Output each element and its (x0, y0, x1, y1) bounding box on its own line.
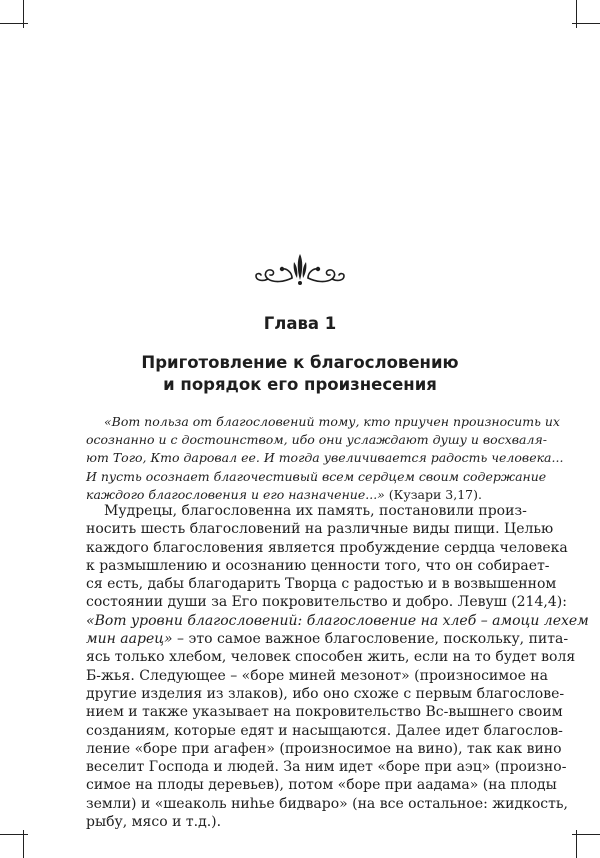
epigraph-line: «Вот польза от благословений тому, кто приучен произносить их (104, 414, 560, 429)
body-line: нием и также указывает на покровительство Вс-вышнего своим (86, 704, 563, 721)
epigraph-line: ют Того, Кто даровал ее. И тогда увеличивается радость человека... (86, 450, 564, 466)
epigraph-quote-end: каждого благословения и его назначение...» (86, 486, 385, 502)
body-line: Мудрецы, благословенна их память, постановили произ- (104, 503, 527, 519)
chapter-title-line-1: Приготовление к благословению (141, 353, 459, 372)
body-text (86, 502, 589, 831)
body-line: к размышлению и осознанию ценности того, что он собирает- (86, 557, 550, 574)
body-line: симое на плоды деревьев), потом «боре при аадама» (на плоды (86, 777, 557, 794)
crop-mark-bottom-left-h (0, 834, 28, 835)
body-line (86, 612, 589, 630)
crop-mark-top-left-h (0, 23, 28, 24)
body-line: состоянии души за Его покровительство и добро. Левуш (214,4): (86, 594, 567, 611)
body-line: ление «боре при агафен» (произносимое на вино), так как вино (86, 740, 562, 757)
chapter-title (0, 352, 600, 396)
body-quote-italic: «Вот уровни благословений: благословение на хлеб – амоци лехем (86, 612, 589, 629)
body-quote-italic-end: мин аарец» (86, 631, 173, 648)
epigraph-line: И пусть осознает благочестивый всем сердцем своим содержание (86, 468, 547, 484)
body-line: рыбу, мясо и т.д.). (86, 814, 222, 831)
body-line: Б-жья. Следующее – «боре миней мезонот» (произносимое на (86, 667, 548, 684)
body-line: другие изделия из злаков), ибо оно схоже с первым благослове- (86, 685, 565, 702)
body-line: носить шесть благословений на различные виды пищи. Целью (86, 521, 554, 538)
flourish-ornament-icon (252, 252, 348, 288)
epigraph-source: (Кузари 3,17). (384, 486, 482, 502)
epigraph-line: осознанно и с достоинством, ибо они услаждают душу и восхваля- (86, 432, 547, 448)
body-line: созданиям, которые едят и насыщаются. Далее идет благослов- (86, 722, 563, 739)
chapter-title-line-2: и порядок его произнесения (163, 375, 437, 394)
body-line: ясь только хлебом, человек способен жить, если на то будет воля (86, 649, 576, 666)
body-line: ся есть, дабы благодарить Творца с радостью и в возвышенном (86, 576, 557, 593)
body-line: земли) и «шеаколь ниһье бидваро» (на все остальное: жидкость, (86, 795, 568, 812)
epigraph (86, 413, 564, 504)
body-line-continuation: – это самое важное благословение, поскольку, пита- (172, 631, 569, 648)
body-line: каждого благословения является пробуждение сердца человека (86, 539, 568, 556)
body-line (86, 630, 569, 648)
crop-mark-top-right-h (572, 23, 600, 24)
chapter-heading: Глава 1 (263, 314, 337, 333)
body-line: веселит Господа и людей. За ним идет «боре при аэц» (произно- (86, 759, 567, 776)
crop-mark-bottom-right-h (572, 834, 600, 835)
